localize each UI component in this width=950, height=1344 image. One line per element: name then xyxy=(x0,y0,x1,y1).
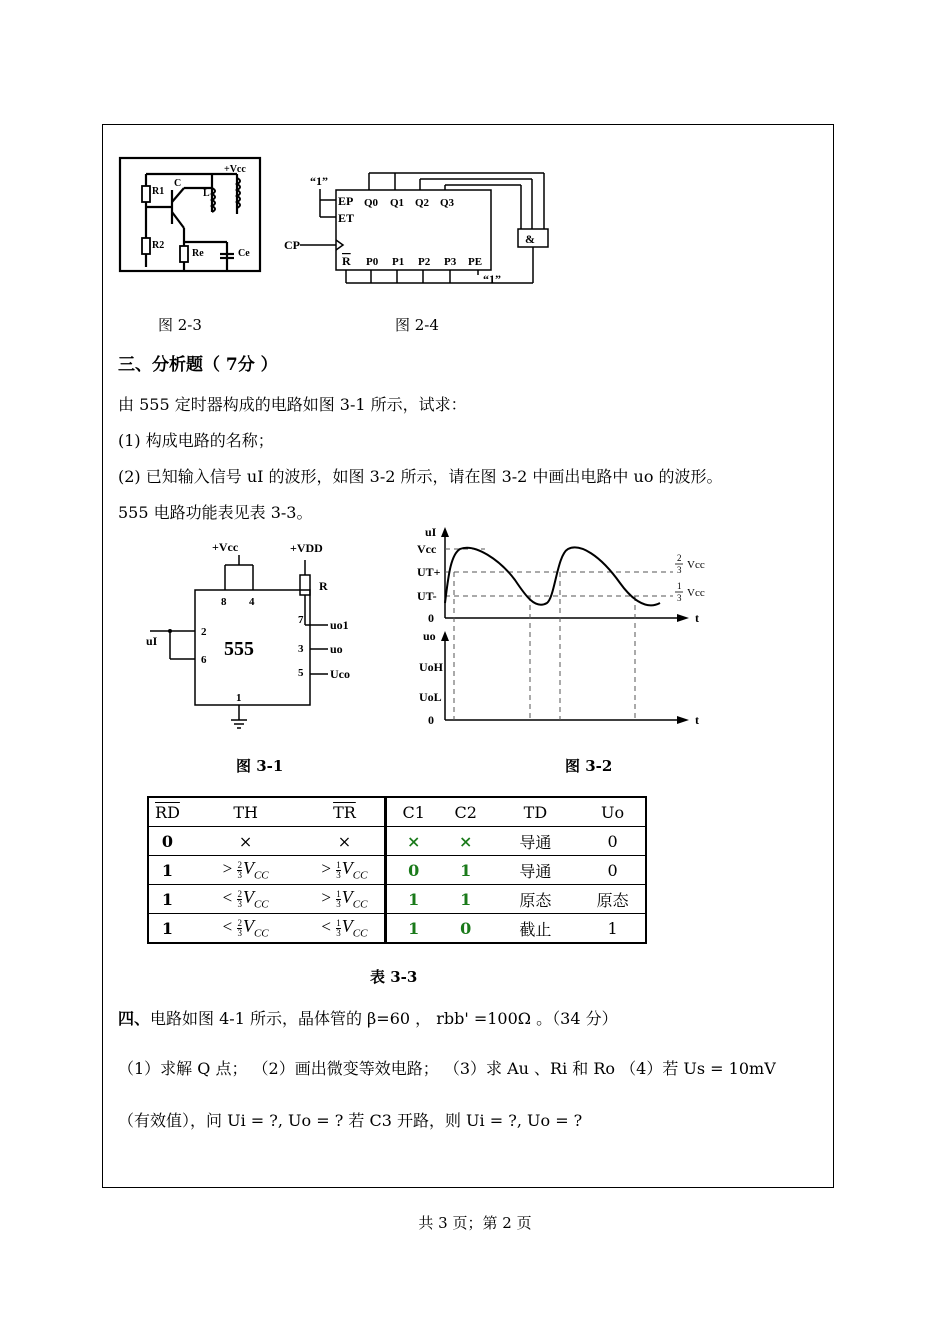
table-header-row xyxy=(148,797,646,827)
cell-td: 原态 xyxy=(491,885,581,914)
fig24-q3: Q3 xyxy=(440,197,455,209)
pin-6: 6 xyxy=(201,654,207,666)
fig24-p1: P1 xyxy=(392,256,405,268)
fig23-l-label: L xyxy=(203,188,210,199)
fig31-chip: 555 xyxy=(224,638,254,660)
r2-symbol xyxy=(142,238,150,254)
cell-c2: 0 xyxy=(441,914,491,944)
page-footer: 共 3 页；第 2 页 xyxy=(418,1214,532,1232)
fig24-p0: P0 xyxy=(366,256,379,268)
fig31-ui: uI xyxy=(146,634,158,648)
table-row xyxy=(148,856,646,885)
fig24-et: ET xyxy=(338,211,355,225)
figure-2-3-circuit xyxy=(112,152,262,277)
cell-c2: × xyxy=(441,827,491,856)
pin-3: 3 xyxy=(298,643,304,655)
fig32-t-top: t xyxy=(695,611,699,625)
figure-3-1-555-circuit xyxy=(140,535,370,735)
fig32-one-third-den: 3 xyxy=(677,593,682,603)
cell-th: < $\frac{2}{3}$ $V_{CC}$ xyxy=(186,914,305,944)
section4-line3: （有效值），问 Ui = ?, Uo = ? 若 C3 开路，则 Ui = ?, Uo = ? xyxy=(118,1111,583,1130)
cell-uo: 1 xyxy=(580,914,646,944)
header-td: TD xyxy=(491,797,581,827)
pin-2: 2 xyxy=(201,626,207,638)
fig23-c-label: C xyxy=(174,178,182,189)
fig23-r1-label: R1 xyxy=(152,186,165,197)
cell-uo: 原态 xyxy=(580,885,646,914)
fig32-uoh: UoH xyxy=(419,660,443,674)
section3-q2: (2) 已知输入信号 uI 的波形，如图 3-2 所示，请在图 3-2 中画出电路中 uo 的波形。 xyxy=(118,467,723,486)
cell-uo: 0 xyxy=(580,856,646,885)
header-c2: C2 xyxy=(441,797,491,827)
section3-intro: 由 555 定时器构成的电路如图 3-1 所示，试求： xyxy=(118,395,467,414)
fig32-ut-minus: UT- xyxy=(417,589,437,603)
cell-th: > $\frac{2}{3}$ $V_{CC}$ xyxy=(186,856,305,885)
fig23-vcc-label: +Vcc xyxy=(224,164,246,175)
cell-tr: × xyxy=(305,827,385,856)
fig24-and: & xyxy=(525,232,535,246)
ui-waveform xyxy=(445,547,660,605)
fig24-q2: Q2 xyxy=(415,197,430,209)
table-3-3-caption: 表 3-3 xyxy=(370,968,418,986)
section4-line1-text: 电路如图 4-1 所示，晶体管的 β=60 ， rbb' =100Ω 。（34 分） xyxy=(150,1009,618,1028)
fig24-cp: CP xyxy=(284,238,300,252)
resistor-r-symbol xyxy=(300,575,310,595)
fig24-pe: PE xyxy=(468,256,483,268)
cell-rd: 1 xyxy=(148,914,186,944)
fig31-uo1: uo1 xyxy=(330,618,349,632)
fig24-q0: Q0 xyxy=(364,197,379,209)
fig24-one-top: “1” xyxy=(310,174,328,188)
section3-title: 三、分析题（ 7分 ） xyxy=(118,355,278,375)
cell-td: 截止 xyxy=(491,914,581,944)
cell-c1: 0 xyxy=(385,856,441,885)
fig24-p3: P3 xyxy=(444,256,457,268)
figure-2-4-counter xyxy=(280,165,570,290)
cell-rd: 1 xyxy=(148,885,186,914)
cell-td: 导通 xyxy=(491,856,581,885)
table-row xyxy=(148,827,646,856)
header-tr: $\overline{TR}$ xyxy=(305,797,385,827)
cell-tr: < $\frac{1}{3}$ $V_{CC}$ xyxy=(305,914,385,944)
section4-line2: （1）求解 Q 点； （2）画出微变等效电路； （3）求 Au 、Ri 和 Ro （4）若 Us = 10mV xyxy=(118,1059,776,1078)
fig32-two-thirds-den: 3 xyxy=(677,565,682,575)
header-rd: $\overline{RD}$ xyxy=(148,797,186,827)
fig24-ep: EP xyxy=(338,194,354,208)
fig24-p2: P2 xyxy=(418,256,431,268)
cell-th: × xyxy=(186,827,305,856)
fig31-vcc: +Vcc xyxy=(212,540,239,554)
cell-c1: 1 xyxy=(385,914,441,944)
fig-3-1-caption: 图 3-1 xyxy=(236,757,284,775)
fig23-r2-label: R2 xyxy=(152,240,165,251)
fig24-rbar: R xyxy=(342,254,351,268)
fig32-ut-plus: UT+ xyxy=(417,565,441,579)
cell-th: < $\frac{2}{3}$ $V_{CC}$ xyxy=(186,885,305,914)
fig23-ce-label: Ce xyxy=(238,248,250,259)
r1-symbol xyxy=(142,186,150,202)
fig-2-4-caption: 图 2-4 xyxy=(395,316,439,334)
pin-4: 4 xyxy=(249,596,255,608)
cell-c2: 1 xyxy=(441,885,491,914)
fig-3-2-caption: 图 3-2 xyxy=(565,757,613,775)
section4-line1 xyxy=(118,1006,618,1029)
fig32-one-third-num: 1 xyxy=(677,581,682,591)
fig24-q1: Q1 xyxy=(390,197,405,209)
cell-tr: > $\frac{1}{3}$ $V_{CC}$ xyxy=(305,885,385,914)
cell-c1: × xyxy=(385,827,441,856)
fig32-zero-bottom: 0 xyxy=(428,713,434,727)
fig24-one-bottom: “1” xyxy=(483,272,501,286)
fig32-zero-top: 0 xyxy=(428,611,434,625)
pin-8: 8 xyxy=(221,596,227,608)
cell-uo: 0 xyxy=(580,827,646,856)
fig32-vcc-right-2: Vcc xyxy=(687,587,705,599)
header-uo: Uo xyxy=(580,797,646,827)
fig32-ui-axis: uI xyxy=(425,525,437,539)
header-th: TH xyxy=(186,797,305,827)
section3-q1: (1) 构成电路的名称； xyxy=(118,431,274,450)
fig31-r: R xyxy=(319,579,328,593)
fig32-vcc-right-1: Vcc xyxy=(687,559,705,571)
table-row xyxy=(148,914,646,944)
figure-3-2-waveforms xyxy=(415,525,715,735)
table-row xyxy=(148,885,646,914)
section4-prefix: 四、 xyxy=(118,1009,151,1028)
fig31-vdd: +VDD xyxy=(290,541,323,555)
section3-q3: 555 电路功能表见表 3-3。 xyxy=(118,503,313,522)
fig31-uo: uo xyxy=(330,642,343,656)
cell-td: 导通 xyxy=(491,827,581,856)
cell-rd: 0 xyxy=(148,827,186,856)
pin-1: 1 xyxy=(236,692,242,704)
fig32-two-thirds-num: 2 xyxy=(677,553,682,563)
pin-7: 7 xyxy=(298,614,304,626)
cell-c1: 1 xyxy=(385,885,441,914)
header-c1: C1 xyxy=(385,797,441,827)
table-3-3 xyxy=(147,796,647,944)
re-symbol xyxy=(180,246,188,262)
fig31-uco: Uco xyxy=(330,667,350,681)
fig32-uo-axis: uo xyxy=(423,629,436,643)
pin-5: 5 xyxy=(298,667,304,679)
cell-tr: > $\frac{1}{3}$ $V_{CC}$ xyxy=(305,856,385,885)
cell-c2: 1 xyxy=(441,856,491,885)
fig32-vcc: Vcc xyxy=(417,542,437,556)
fig23-re-label: Re xyxy=(192,248,204,259)
fig32-uol: UoL xyxy=(419,690,442,704)
fig32-t-bottom: t xyxy=(695,713,699,727)
cell-rd: 1 xyxy=(148,856,186,885)
fig-2-3-caption: 图 2-3 xyxy=(158,316,202,334)
